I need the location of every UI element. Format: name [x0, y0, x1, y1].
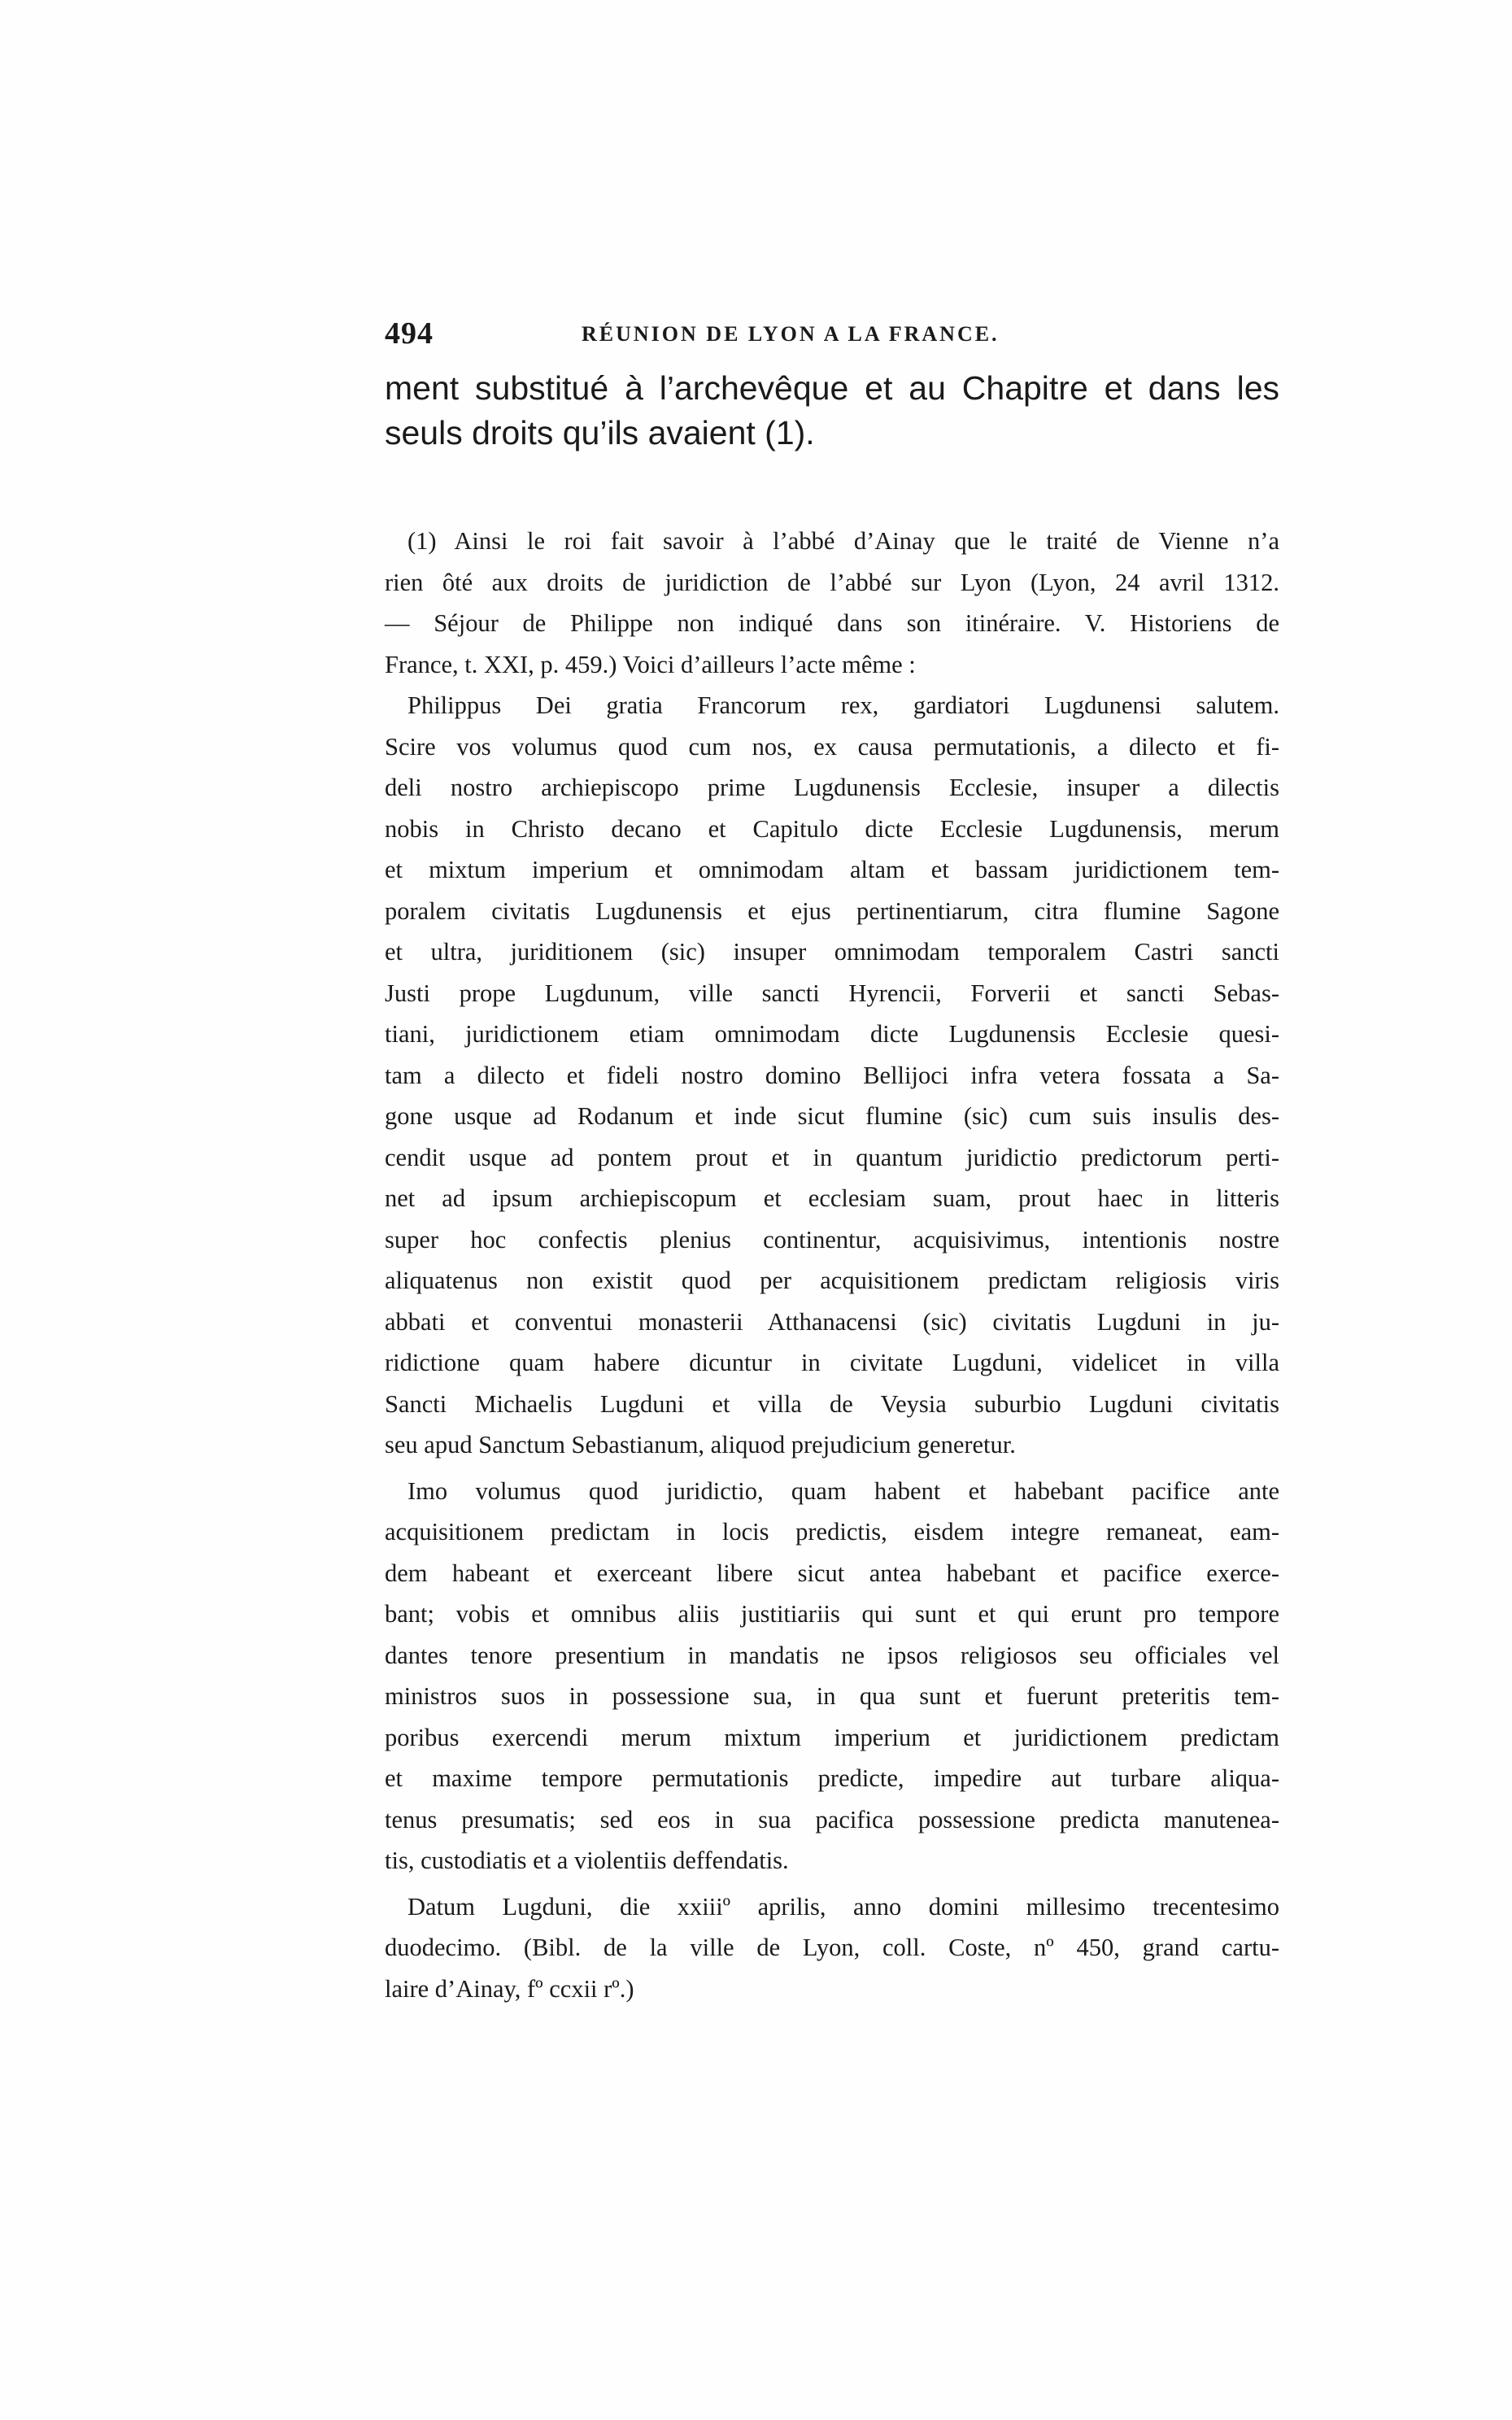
footnote-line: bant; vobis et omnibus aliis justitiariis qui sunt et qui erunt pro tempore — [385, 1600, 1279, 1628]
footnote-line: tiani, juridictionem etiam omnimodam dicte Lugdunensis Ecclesie quesi- — [385, 1020, 1279, 1048]
footnote-paragraph-datum — [385, 1886, 1279, 2010]
footnote-line: nobis in Christo decano et Capitulo dicte Ecclesie Lugdunensis, merum — [385, 814, 1279, 843]
footnote-line: Imo volumus quod juridictio, quam habent et habebant pacifice ante — [407, 1476, 1279, 1505]
footnote-line: rien ôté aux droits de juridiction de l’abbé sur Lyon (Lyon, 24 avril 1312. — [385, 568, 1279, 596]
footnote-line: aliquatenus non existit quod per acquisitionem predictam religiosis viris — [385, 1267, 1279, 1294]
footnote-line: duodecimo. (Bibl. de la ville de Lyon, coll. Coste, nº 450, grand cartu- — [385, 1934, 1279, 1961]
footnote-line: deli nostro archiepiscopo prime Lugdunensis Ecclesie, insuper a dilectis — [385, 774, 1279, 801]
footnote-line: tenus presumatis; sed eos in sua pacifica possessione predicta manutenea- — [385, 1805, 1279, 1834]
footnote-line: poralem civitatis Lugdunensis et ejus pertinentiarum, citra flumine Sagone — [385, 896, 1279, 925]
footnote-line: France, t. XXI, p. 459.) Voici d’ailleurs l’acte même : — [385, 650, 916, 678]
main-text — [385, 366, 1279, 456]
footnote-line: net ad ipsum archiepiscopum et ecclesiam suam, prout haec in litteris — [385, 1184, 1279, 1212]
footnote-line: dantes tenore presentium in mandatis ne ipsos religiosos seu officiales vel — [385, 1641, 1279, 1669]
footnote-line: abbati et conventui monasterii Atthanacensi (sic) civitatis Lugduni in ju- — [385, 1307, 1279, 1336]
footnote-line: tis, custodiatis et a violentiis deffendatis. — [385, 1847, 789, 1874]
footnote-line: ridictione quam habere dicuntur in civitate Lugduni, videlicet in villa — [385, 1349, 1279, 1376]
footnote-line: seu apud Sanctum Sebastianum, aliquod prejudicium generetur. — [385, 1431, 1016, 1459]
running-head — [385, 316, 1279, 356]
page-number: 494 — [385, 316, 434, 351]
footnote-line: laire d’Ainay, fº ccxii rº.) — [385, 1974, 634, 2003]
footnote-line: ministros suos in possessione sua, in qua sunt et fuerunt preteritis tem- — [385, 1682, 1279, 1710]
footnote-paragraph-charter — [385, 685, 1279, 1466]
footnote-paragraph-intro — [385, 521, 1279, 685]
footnote-line: tam a dilecto et fideli nostro domino Bellijoci infra vetera fossata a Sa- — [385, 1061, 1279, 1089]
footnote-line: et maxime tempore permutationis predicte, impedire aut turbare aliqua- — [385, 1764, 1279, 1792]
footnote-line: Datum Lugduni, die xxiiiº aprilis, anno domini millesimo trecentesimo — [407, 1892, 1279, 1921]
footnote-line: (1) Ainsi le roi fait savoir à l’abbé d’Ainay que le traité de Vienne n’a — [407, 527, 1279, 555]
footnote — [385, 521, 1279, 2009]
footnote-line: gone usque ad Rodanum et inde sicut flumine (sic) cum suis insulis des- — [385, 1102, 1279, 1130]
footnote-line: Sancti Michaelis Lugduni et villa de Veysia suburbio Lugduni civitatis — [385, 1389, 1279, 1418]
running-title: RÉUNION DE LYON A LA FRANCE. — [582, 322, 1000, 346]
footnote-line: et ultra, juriditionem (sic) insuper omnimodam temporalem Castri sancti — [385, 938, 1279, 966]
footnote-line: acquisitionem predictam in locis predictis, eisdem integre remaneat, eam- — [385, 1518, 1279, 1546]
footnote-line: Justi prope Lugdunum, ville sancti Hyrencii, Forverii et sancti Sebas- — [385, 979, 1279, 1007]
footnote-line: — Séjour de Philippe non indiqué dans son itinéraire. V. Historiens de — [385, 609, 1279, 637]
main-text-line: ment substitué à l’archevêque et au Chapitre et dans les — [385, 369, 1279, 407]
footnote-line: et mixtum imperium et omnimodam altam et bassam juridictionem tem- — [385, 856, 1279, 883]
footnote-line: Philippus Dei gratia Francorum rex, gardiatori Lugdunensi salutem. — [407, 691, 1279, 719]
footnote-line: Scire vos volumus quod cum nos, ex causa permutationis, a dilecto et fi- — [385, 732, 1279, 761]
footnote-line: super hoc confectis plenius continentur, acquisivimus, intentionis nostre — [385, 1225, 1279, 1254]
footnote-paragraph-imo — [385, 1471, 1279, 1881]
footnote-line: poribus exercendi merum mixtum imperium et juridictionem predictam — [385, 1723, 1279, 1751]
footnote-line: dem habeant et exerceant libere sicut antea habebant et pacifice exerce- — [385, 1559, 1279, 1587]
main-text-line: seuls droits qu’ils avaient (1). — [385, 414, 815, 451]
footnote-line: cendit usque ad pontem prout et in quantum juridictio predictorum perti- — [385, 1143, 1279, 1171]
